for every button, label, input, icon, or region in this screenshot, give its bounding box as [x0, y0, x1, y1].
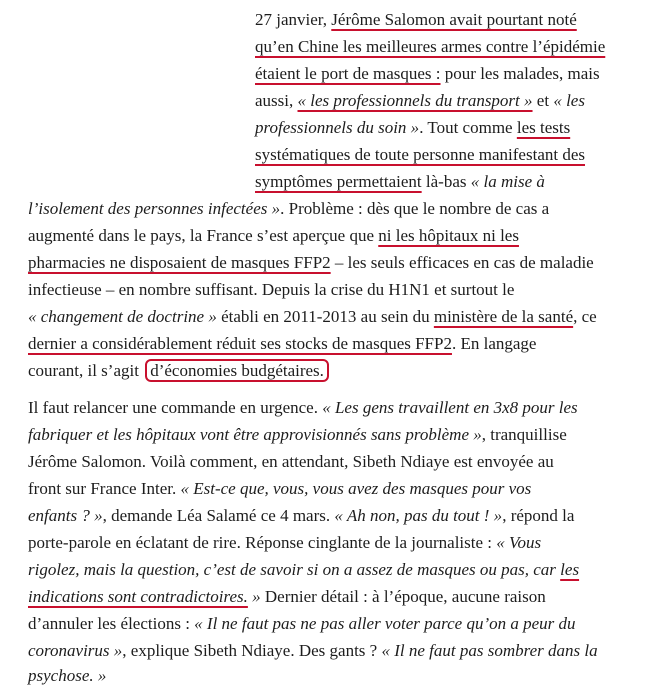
- quote-underlined: indications sont contradictoires.: [28, 587, 248, 606]
- text-run: là-bas: [421, 172, 471, 191]
- text-line: [28, 639, 598, 663]
- quote: rigolez, mais la question, c’est de savoir si on a assez de masques ou pas, car: [28, 560, 561, 579]
- text-run: porte-parole en éclatant de rire. Réponse cinglante de la journaliste :: [28, 533, 497, 552]
- text-line: [28, 396, 578, 420]
- quote: l’isolement des personnes infectées »: [28, 199, 281, 218]
- text-line: [255, 89, 585, 113]
- quote: « Est-ce que, vous, vous avez des masques pour vos: [180, 479, 532, 498]
- text-line: [28, 332, 536, 356]
- quote: « Ah non, pas du tout ! »: [334, 506, 503, 525]
- text-run: augmenté dans le pays, la France s’est aperçue que: [28, 226, 379, 245]
- underlined-text: systématiques de toute personne manifestant des: [255, 145, 585, 164]
- quote: « Il ne faut pas sombrer dans la: [381, 641, 598, 660]
- quote: « Les gens travaillent en 3x8 pour les: [322, 398, 578, 417]
- text-run: aussi,: [255, 91, 298, 110]
- quote: « la mise à: [470, 172, 545, 191]
- text-line: [255, 8, 577, 32]
- underlined-text: ministère de la santé: [433, 307, 574, 326]
- text-line: [28, 664, 106, 688]
- underlined-text: dernier a considérablement réduit ses stocks de masques FFP2: [28, 334, 452, 353]
- text-run: d’annuler les élections :: [28, 614, 195, 633]
- text-line: [255, 62, 600, 86]
- text-line: [28, 305, 597, 329]
- text-run: 27 janvier,: [255, 10, 332, 29]
- quote: coronavirus »: [28, 641, 123, 660]
- text-line: [255, 35, 605, 59]
- text-line: [255, 143, 585, 167]
- text-run: et: [532, 91, 554, 110]
- quote: « les: [553, 91, 585, 110]
- text-line: [28, 359, 329, 383]
- quote: « Vous: [496, 533, 542, 552]
- boxed-text: d’économies budgétaires.: [145, 359, 329, 382]
- text-line: [255, 170, 545, 194]
- text-line: [28, 558, 579, 582]
- underlined-text: Jérôme Salomon avait pourtant noté: [331, 10, 577, 29]
- underlined-text: étaient le port de masques :: [255, 64, 441, 83]
- text-run: , répond la: [502, 506, 575, 525]
- text-run: . Tout comme: [419, 118, 517, 137]
- quote: psychose. »: [28, 666, 107, 685]
- text-line: [28, 278, 514, 302]
- quote-underlined: « les professionnels du transport »: [297, 91, 533, 110]
- text-run: , demande Léa Salamé ce 4 mars.: [102, 506, 335, 525]
- quote: enfants ? »: [28, 506, 103, 525]
- text-line: [28, 450, 554, 474]
- text-run: – les seuls efficaces en cas de maladie: [330, 253, 594, 272]
- text-line: [28, 585, 546, 609]
- quote: « Il ne faut pas ne pas aller voter parce qu’on a peur du: [194, 614, 576, 633]
- text-line: [28, 531, 541, 555]
- underlined-text: symptômes permettaient: [255, 172, 422, 191]
- text-line: [28, 224, 519, 248]
- underlined-text: qu’en Chine les meilleures armes contre l’épidémie: [255, 37, 606, 56]
- text-run: pour les malades, mais: [440, 64, 600, 83]
- text-line: [28, 504, 574, 528]
- text-line: [28, 477, 531, 501]
- text-run: . En langage: [451, 334, 537, 353]
- text-line: [28, 423, 567, 447]
- quote: « changement de doctrine »: [28, 307, 217, 326]
- underlined-text: pharmacies ne disposaient de masques FFP2: [28, 253, 331, 272]
- text-run: , tranquillise: [481, 425, 567, 444]
- text-run: . Problème : dès que le nombre de cas a: [280, 199, 550, 218]
- text-run: Jérôme Salomon. Voilà comment, en attendant, Sibeth Ndiaye est envoyée au: [28, 452, 554, 471]
- underlined-text: ni les hôpitaux ni les: [378, 226, 519, 245]
- quote-underlined: les: [560, 560, 580, 579]
- text-run: infectieuse – en nombre suffisant. Depuis la crise du H1N1 et surtout le: [28, 280, 515, 299]
- text-run: , explique Sibeth Ndiaye. Des gants ?: [122, 641, 382, 660]
- text-run: courant, il s’agit: [28, 361, 144, 380]
- text-run: Dernier détail : à l’époque, aucune raison: [260, 587, 546, 606]
- text-run: Il faut relancer une commande en urgence.: [28, 398, 323, 417]
- text-line: [255, 116, 570, 140]
- quote: »: [247, 587, 261, 606]
- text-line: [28, 612, 576, 636]
- quote: professionnels du soin »: [255, 118, 420, 137]
- underlined-text: les tests: [516, 118, 571, 137]
- text-run: établi en 2011-2013 au sein du: [216, 307, 434, 326]
- text-line: [28, 197, 549, 221]
- text-line: [28, 251, 594, 275]
- text-run: , ce: [573, 307, 597, 326]
- text-run: front sur France Inter.: [28, 479, 181, 498]
- quote: fabriquer et les hôpitaux vont être approvisionnés sans problème »: [28, 425, 482, 444]
